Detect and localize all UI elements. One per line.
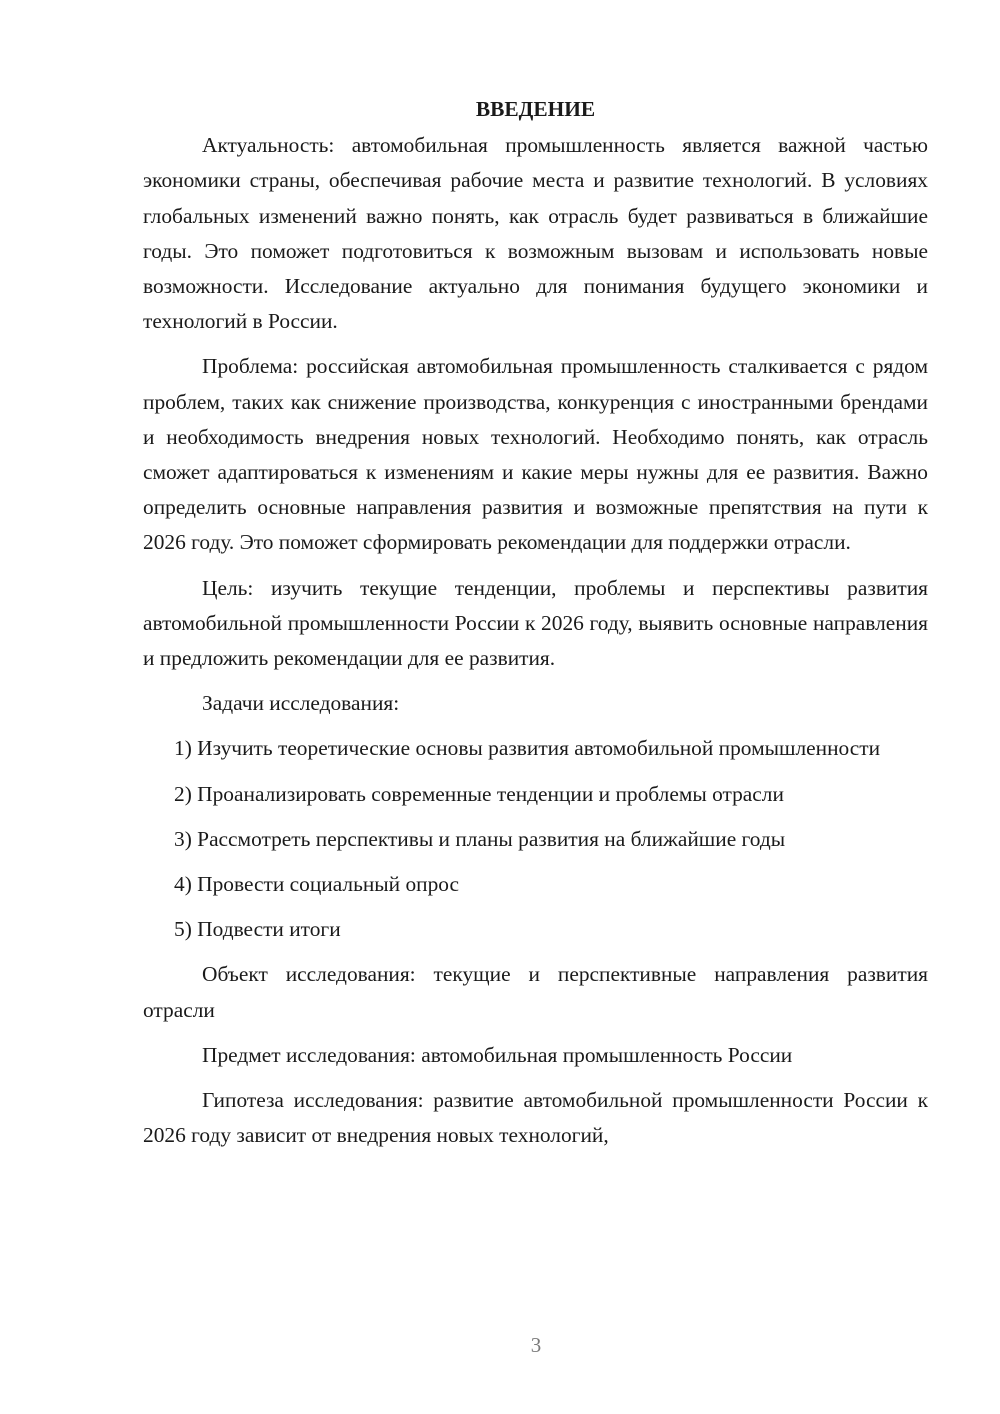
task-item-2: 2) Проанализировать современные тенденции и проблемы отрасли: [174, 781, 784, 806]
problem-paragraph: Проблема: российская автомобильная промышленность сталкивается с рядом проблем, таких как снижение производства, конкуренция с иностранными брендами и необходимость внедрения новых технологий. Необходимо понять, как отрасль сможет адаптироваться к изменениям и какие меры нужны для ее развития. Важно определить основные направления развития и возможные препятствия на пути к 2026 году. Это поможет сформировать рекомендации для поддержки отрасли.: [143, 354, 928, 555]
task-item-3: 3) Рассмотреть перспективы и планы развития на ближайшие годы: [174, 826, 786, 851]
hypothesis-paragraph: Гипотеза исследования: развитие автомобильной промышленности России к 2026 году зависит от внедрения новых технологий,: [143, 1088, 928, 1148]
page-content: [143, 92, 928, 1163]
object-paragraph: Объект исследования: текущие и перспективные направления развития отрасли: [143, 962, 928, 1022]
task-item-4: 4) Провести социальный опрос: [174, 872, 460, 897]
subject-paragraph: Предмет исследования: автомобильная промышленность России: [202, 1042, 793, 1067]
task-item-5: 5) Подвести итоги: [174, 917, 341, 942]
relevance-paragraph: Актуальность: автомобильная промышленность является важной частью экономики страны, обеспечивая рабочие места и развитие технологий. В условиях глобальных изменений важно понять, как отрасль будет развиваться в ближайшие годы. Это поможет подготовиться к возможным вызовам и использовать новые возможности. Исследование актуально для понимания будущего экономики и технологий в России.: [143, 133, 928, 334]
tasks-title: Задачи исследования:: [202, 691, 400, 716]
goal-paragraph: Цель: изучить текущие тенденции, проблемы и перспективы развития автомобильной промышленности России к 2026 году, выявить основные направления и предложить рекомендации для ее развития.: [143, 575, 928, 671]
section-heading: ВВЕДЕНИЕ: [475, 97, 596, 121]
task-item-1: 1) Изучить теоретические основы развития автомобильной промышленности: [174, 736, 881, 761]
page-number: 3: [530, 1333, 542, 1357]
